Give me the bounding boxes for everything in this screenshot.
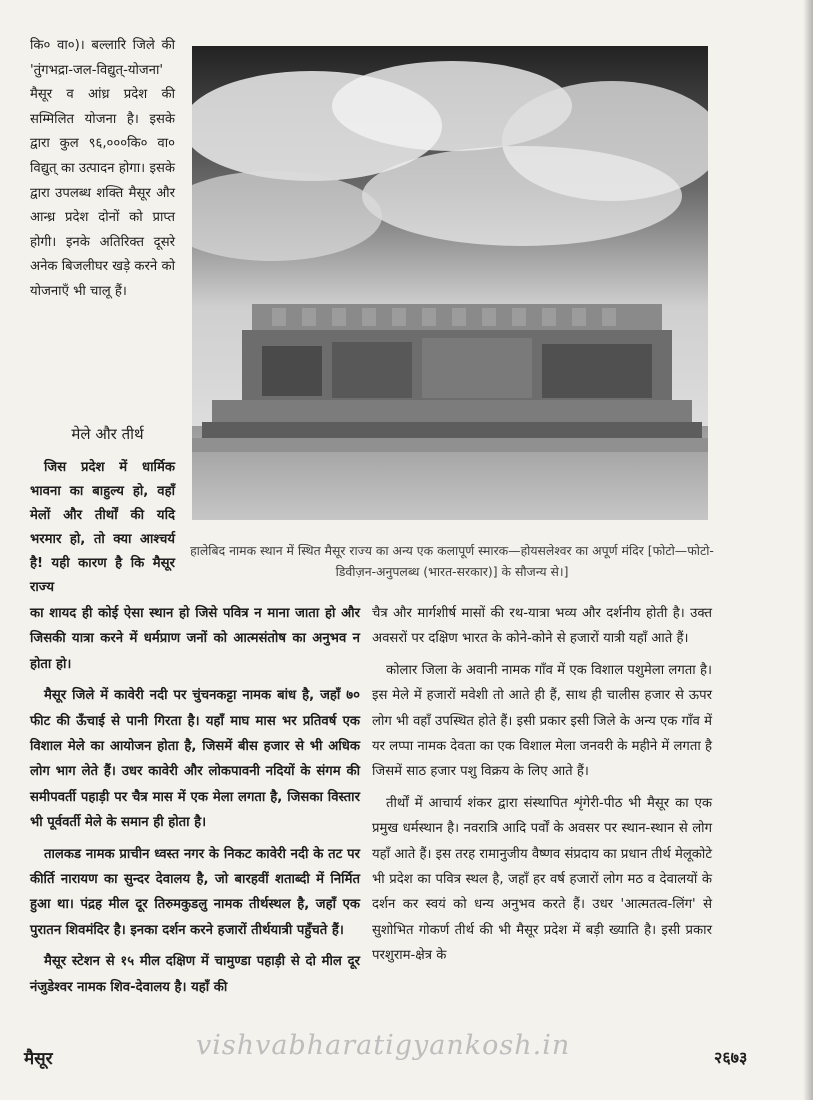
paragraph: तीर्थों में आचार्य शंकर द्वारा संस्थापित शृंगेरी-पीठ भी मैसूर का एक प्रमुख धर्मस्थान है। नवरात्रि आदि पर्वों के अवसर पर स्थान-स्थान से लोग यहाँ आते हैं। इस तरह रामानुजीय वैष्णव संप्रदाय का प्रधान तीर्थ मेलूकोटे भी प्रदेश का पवित्र स्थल है, जहाँ हर वर्ष हजारों लोग मठ व देवालयों के दर्शन कर स्वयं को धन्य अनुभव करते हैं। उधर 'आत्मतत्व-लिंग' से सुशोभित गोकर्ण तीर्थ की भी मैसूर प्रदेश में बड़ी ख्याति है। इसी प्रकार परशुराम-क्षेत्र के — [372, 795, 712, 964]
photo-caption: हालेबिद नामक स्थान में स्थित मैसूर राज्य का अन्य एक कलापूर्ण स्मारक—होयसलेश्वर का अपूर्ण मंदिर [फोटो—फोटो-डिवीज़न-अनुपलब्ध (भारत-सरकार)] के सौजन्य से।] — [190, 543, 714, 579]
temple-photo-image — [192, 46, 708, 520]
narrow-paragraph: जिस प्रदेश में धार्मिक भावना का बाहुल्य हो, वहाँ मेलों और तीर्थों की यदि भरमार हो, तो क्या आश्चर्य है! यही कारण है कि मैसूर राज्य — [30, 460, 175, 595]
temple-photo — [192, 46, 708, 520]
paragraph: का शायद ही कोई ऐसा स्थान हो जिसे पवित्र न माना जाता हो और जिसकी यात्रा करने में धर्मप्राण जनों को आत्मसंतोष का अनुभव न होता हो। — [30, 606, 360, 672]
footer-watermark-url: vishvabharatigyankosh.in — [196, 1030, 571, 1061]
footer-section-title: मैसूर — [24, 1049, 53, 1069]
paragraph: चैत्र और मार्गशीर्ष मासों की रथ-यात्रा भव्य और दर्शनीय होती है। उक्त अवसरों पर दक्षिण भारत के कोने-कोने से हजारों यात्री यहाँ आते हैं। — [372, 606, 712, 647]
paragraph: मैसूर जिले में कावेरी नदी पर चुंचनकट्टा नामक बांध है, जहाँ ७० फीट की ऊँचाई से पानी गिरता है। यहाँ माघ मास भर प्रतिवर्ष एक विशाल मेले का आयोजन होता है, जिसमें बीस हजार से भी अधिक लोग भाग लेते हैं। उधर कावेरी और लोकपावनी नदियों के संगम की समीपवर्ती पहाड़ी पर चैत्र मास में एक मेला लगता है, जिसका विस्तार भी पूर्ववर्ती मेले के समान ही होता है। — [30, 688, 360, 831]
right-column — [372, 601, 712, 975]
page-number: २६७३ — [714, 1048, 748, 1067]
top-narrow-text — [30, 34, 175, 305]
section-heading: मेले और तीर्थ — [71, 425, 144, 443]
text-block: कि० वा०)। बल्लारि जिले की 'तुंगभद्रा-जल-विद्युत्-योजना' मैसूर व आंध्र प्रदेश की सम्मिलित योजना है। इसके द्वारा कुल ९६,०००कि० वा० विद्युत् का उत्पादन होगा। इसके द्वारा उपलब्ध शक्ति मैसूर और आन्ध्र प्रदेश दोनों को प्राप्त होगी। इनके अतिरिक्त दूसरे अनेक बिजलीघर खड़े करने को योजनाएँ भी चालू हैं। — [30, 38, 175, 299]
paragraph: कोलार जिला के अवानी नामक गाँव में एक विशाल पशुमेला लगता है। इस मेले में हजारों मवेशी तो आते ही हैं, साथ ही चालीस हजार से ऊपर लोग भी वहाँ उपस्थित होते हैं। इसी प्रकार इसी जिले के अन्य एक गाँव में यर लप्पा नामक देवता का एक विशाल मेला जनवरी के महीने में लगता है जिसमें साठ हजार पशु विक्रय के लिए आते हैं। — [372, 662, 712, 780]
paragraph: तालकड नामक प्राचीन ध्वस्त नगर के निकट कावेरी नदी के तट पर कीर्ति नारायण का सुन्दर देवालय है, जो बारहवीं शताब्दी में निर्मित हुआ था। पंद्रह मील दूर तिरुमकुडलु नामक तीर्थस्थल है, जहाँ एक पुरातन शिवमंदिर है। इनका दर्शन करने हजारों तीर्थयात्री पहुँचते हैं। — [30, 846, 360, 938]
paragraph: मैसूर स्टेशन से १५ मील दक्षिण में चामुण्डा पहाड़ी से दो मील दूर नंजुडेश्वर नामक शिव-देवालय है। यहाँ की — [30, 954, 360, 995]
left-column — [30, 601, 360, 1006]
page-edge-shadow — [803, 0, 813, 1100]
